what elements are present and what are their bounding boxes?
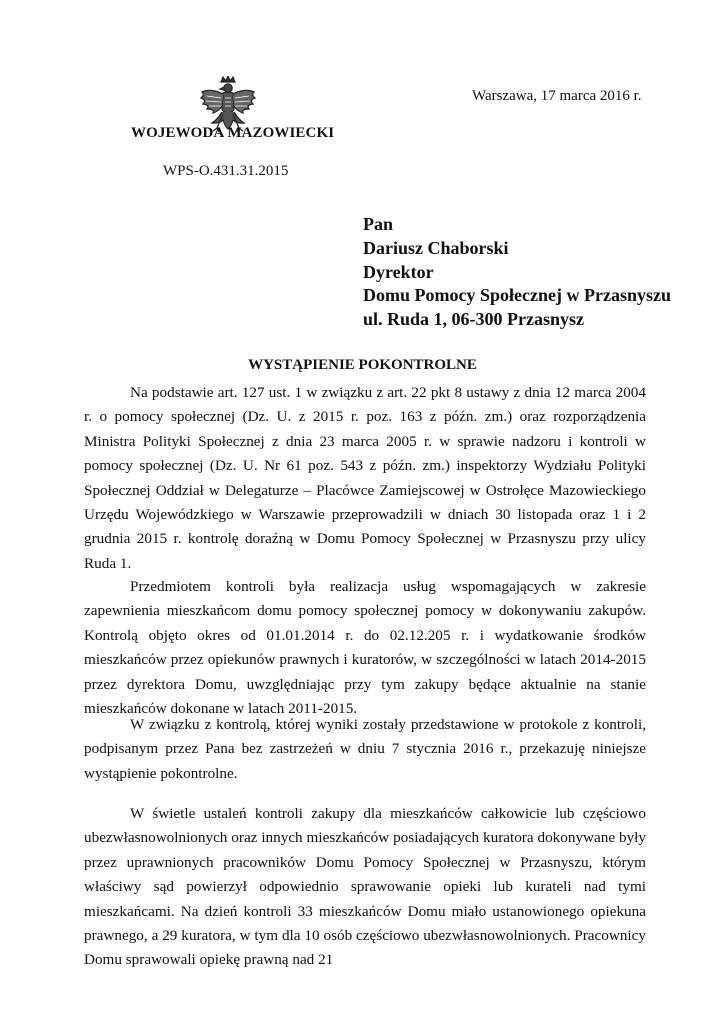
issuing-authority: WOJEWODA MAZOWIECKI	[131, 125, 335, 141]
recipient-block	[363, 213, 671, 332]
recipient-position: Dyrektor	[363, 261, 434, 282]
body-paragraph-1: Na podstawie art. 127 ust. 1 w związku z art. 22 pkt 8 ustawy z dnia 12 marca 2004 r. o pomocy społecznej (Dz. U. z 2015 r. poz. 163 z późn. zm.) oraz rozporządzenia Ministra Polityki Społecznej z dnia 23 marca 2005 r. w sprawie nadzoru i kontroli w pomocy społecznej (Dz. U. Nr 61 poz. 543 z późn. zm.) inspektorzy Wydziału Polityki Społecznej Oddział w Delegaturze – Placówce Zamiejscowej w Ostrołęce Mazowieckiego Urzędu Wojewódzkiego w Warszawie przeprowadzili w dniach 30 listopada oraz 1 i 2 grudnia 2015 r. kontrolę doraźną w Domu Pomocy Społecznej w Przasnyszu przy ulicy Ruda 1.	[84, 384, 646, 572]
body-paragraph-2: Przedmiotem kontroli była realizacja usług wspomagających w zakresie zapewnienia mieszkańcom domu pomocy społecznej pomocy w dokonywaniu zakupów. Kontrolą objęto okres od 01.01.2014 r. do 02.12.205 r. i wydatkowanie środków mieszkańców przez opiekunów prawnych i kuratorów, w szczególności w latach 2014-2015 przez dyrektora Domu, uwzględniając przy tym zakupy będące aktualnie na stanie mieszkańców dokonane w latach 2011-2015.	[84, 578, 646, 718]
body-paragraph-4: W świetle ustaleń kontroli zakupy dla mieszkańców całkowicie lub częściowo ubezwłasnowolnionych oraz innych mieszkańców posiadających kuratora dokonywane były przez uprawnionych pracowników Domu Pomocy Społecznej w Przasnyszu, którym właściwy sąd powierzył odpowiednio sprawowanie opieki lub kurateli nad tymi mieszkańcami. Na dzień kontroli 33 mieszkańców Domu miało ustanowionego opiekuna prawnego, a 29 kuratora, w tym dla 10 osób częściowo ubezwłasnowolnionych. Pracownicy Domu sprawowali opiekę prawną nad 21	[84, 805, 646, 969]
recipient-salutation: Pan	[363, 214, 394, 234]
body-paragraph-3: W związku z kontrolą, której wyniki zostały przedstawione w protokole z kontroli, podpisanym przez Pana bez zastrzeżeń w dniu 7 stycznia 2016 r., przekazuję niniejsze wystąpienie pokontrolne.	[84, 716, 646, 782]
document-title: WYSTĄPIENIE POKONTROLNE	[248, 357, 477, 373]
recipient-address: ul. Ruda 1, 06-300 Przasnysz	[363, 309, 585, 330]
recipient-institution: Domu Pomocy Społecznej w Przasnyszu	[363, 285, 671, 306]
recipient-name: Dariusz Chaborski	[363, 237, 509, 258]
reference-number: WPS-O.431.31.2015	[163, 163, 289, 179]
place-and-date: Warszawa, 17 marca 2016 r.	[472, 88, 642, 104]
